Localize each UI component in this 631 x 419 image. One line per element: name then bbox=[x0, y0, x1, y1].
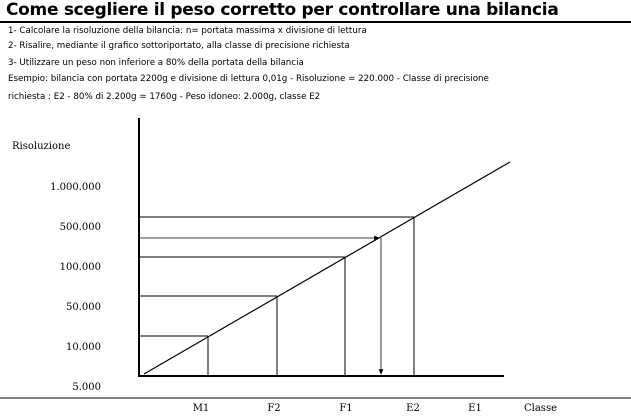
page-title: Come scegliere il peso corretto per controllare una bilancia bbox=[6, 0, 559, 20]
y-tick-5000: 5.000 bbox=[72, 382, 101, 393]
classification-line bbox=[144, 162, 510, 374]
example-line-1: Esempio: bilancia con portata 2200g e divisione di lettura 0,01g - Risoluzione = 220.000 - Classe di precisione bbox=[8, 74, 489, 84]
y-tick-100000: 100.000 bbox=[59, 262, 101, 273]
instruction-line-3: 3- Utilizzare un peso non inferiore a 80% della portata della bilancia bbox=[8, 58, 304, 68]
y-axis-label: Risoluzione bbox=[12, 141, 71, 152]
instruction-line-1: 1- Calcolare la risoluzione della bilancia: n= portata massima x divisione di lettura bbox=[8, 26, 367, 36]
y-tick-10000: 10.000 bbox=[66, 342, 101, 353]
y-tick-1000000: 1.000.000 bbox=[50, 182, 101, 193]
x-axis-label: Classe bbox=[524, 403, 557, 414]
y-tick-500000: 500.000 bbox=[59, 222, 101, 233]
x-tick-f2: F2 bbox=[267, 403, 281, 414]
x-tick-m1: M1 bbox=[192, 403, 210, 414]
y-tick-50000: 50.000 bbox=[66, 302, 101, 313]
x-tick-e2: E2 bbox=[406, 403, 420, 414]
x-tick-f1: F1 bbox=[339, 403, 353, 414]
example-line-2: richiesta : E2 - 80% di 2.200g = 1760g - Peso idoneo: 2.000g, classe E2 bbox=[8, 92, 321, 102]
x-tick-e1: E1 bbox=[468, 403, 482, 414]
instruction-line-2: 2- Risalire, mediante il grafico sottoriportato, alla classe di precisione richiesta bbox=[8, 41, 350, 51]
